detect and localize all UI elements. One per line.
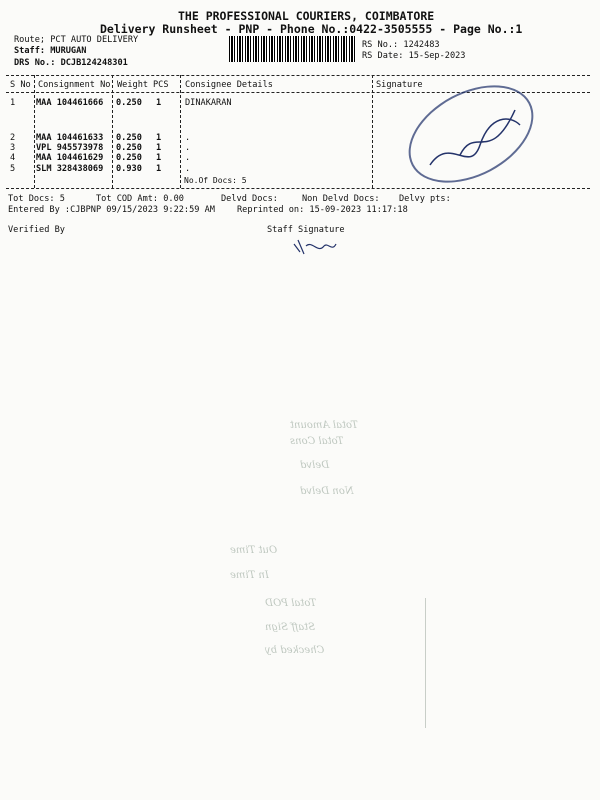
tot-cod-amt: Tot COD Amt: 0.00 [96,194,184,204]
bleed-through-text: Delvd [300,460,330,471]
row-consignee: . [185,164,191,174]
row-consignee: . [185,133,191,143]
bleed-through-text: Total Amount [290,420,358,431]
bleed-through-line [425,598,426,728]
header-weight: Weight [117,80,149,90]
col-divider [180,75,181,188]
row-consignment: VPL 945573978 [36,143,104,153]
row-weight: 0.930 [116,164,142,174]
header-pcs: PCS [153,80,169,90]
bleed-through-text: In Time [230,570,269,581]
signature-scribble [420,95,540,185]
row-weight: 0.250 [116,153,142,163]
row-pcs: 1 [156,143,162,153]
non-delvd-docs: Non Delvd Docs: [302,194,380,204]
bleed-through-text: Staff Sign [265,622,315,633]
row-sno: 1 [10,98,16,108]
bleed-through-text: Non Delvd [300,486,354,497]
verified-by-label: Verified By [8,225,65,235]
delvy-pts: Delvy pts: [399,194,451,204]
row-pcs: 1 [156,164,162,174]
table-bottom-rule [6,188,590,189]
staff-signature-scribble [290,236,340,258]
row-sno: 3 [10,143,16,153]
col-divider [372,75,373,188]
company-name: THE PROFESSIONAL COURIERS, COIMBATORE [178,9,435,23]
drs-number: DRS No.: DCJB124248301 [14,58,128,68]
row-sno: 5 [10,164,16,174]
row-consignment: MAA 104461633 [36,133,104,143]
row-consignee: DINAKARAN [185,98,232,108]
row-pcs: 1 [156,133,162,143]
tot-docs: Tot Docs: 5 [8,194,65,204]
rs-number: RS No.: 1242483 [362,40,440,50]
row-consignment: MAA 104461666 [36,98,104,108]
header-sno: S No [10,80,31,90]
row-weight: 0.250 [116,98,142,108]
delvd-docs: Delvd Docs: [221,194,278,204]
row-pcs: 1 [156,153,162,163]
staff-label: Staff: MURUGAN [14,46,87,56]
rs-date: RS Date: 15-Sep-2023 [362,51,466,61]
bleed-through-text: Total POD [265,598,317,609]
col-divider [112,75,113,188]
header-consignment: Consignment No [38,80,111,90]
no-of-docs: No.Of Docs: 5 [184,176,247,185]
bleed-through-text: Out Time [230,545,278,556]
col-divider [34,75,35,188]
row-sno: 4 [10,153,16,163]
row-weight: 0.250 [116,133,142,143]
table-top-rule [6,75,590,76]
row-consignment: MAA 104461629 [36,153,104,163]
header-consignee: Consignee Details [185,80,273,90]
row-consignee: . [185,143,191,153]
entered-by: Entered By :CJBPNP 09/15/2023 9:22:59 AM [8,205,215,215]
barcode [229,36,356,62]
route-label: Route; PCT AUTO DELIVERY [14,35,139,45]
row-pcs: 1 [156,98,162,108]
bleed-through-text: Checked by [265,645,325,656]
row-weight: 0.250 [116,143,142,153]
row-consignee: . [185,153,191,163]
runsheet-title: Delivery Runsheet - PNP - Phone No.:0422-3505555 - Page No.:1 [100,22,523,36]
staff-signature-label: Staff Signature [267,225,345,235]
bleed-through-text: Total Cons [290,436,344,447]
row-consignment: SLM 328438069 [36,164,104,174]
header-signature: Signature [376,80,423,90]
reprinted-on: Reprinted on: 15-09-2023 11:17:18 [237,205,408,215]
row-sno: 2 [10,133,16,143]
